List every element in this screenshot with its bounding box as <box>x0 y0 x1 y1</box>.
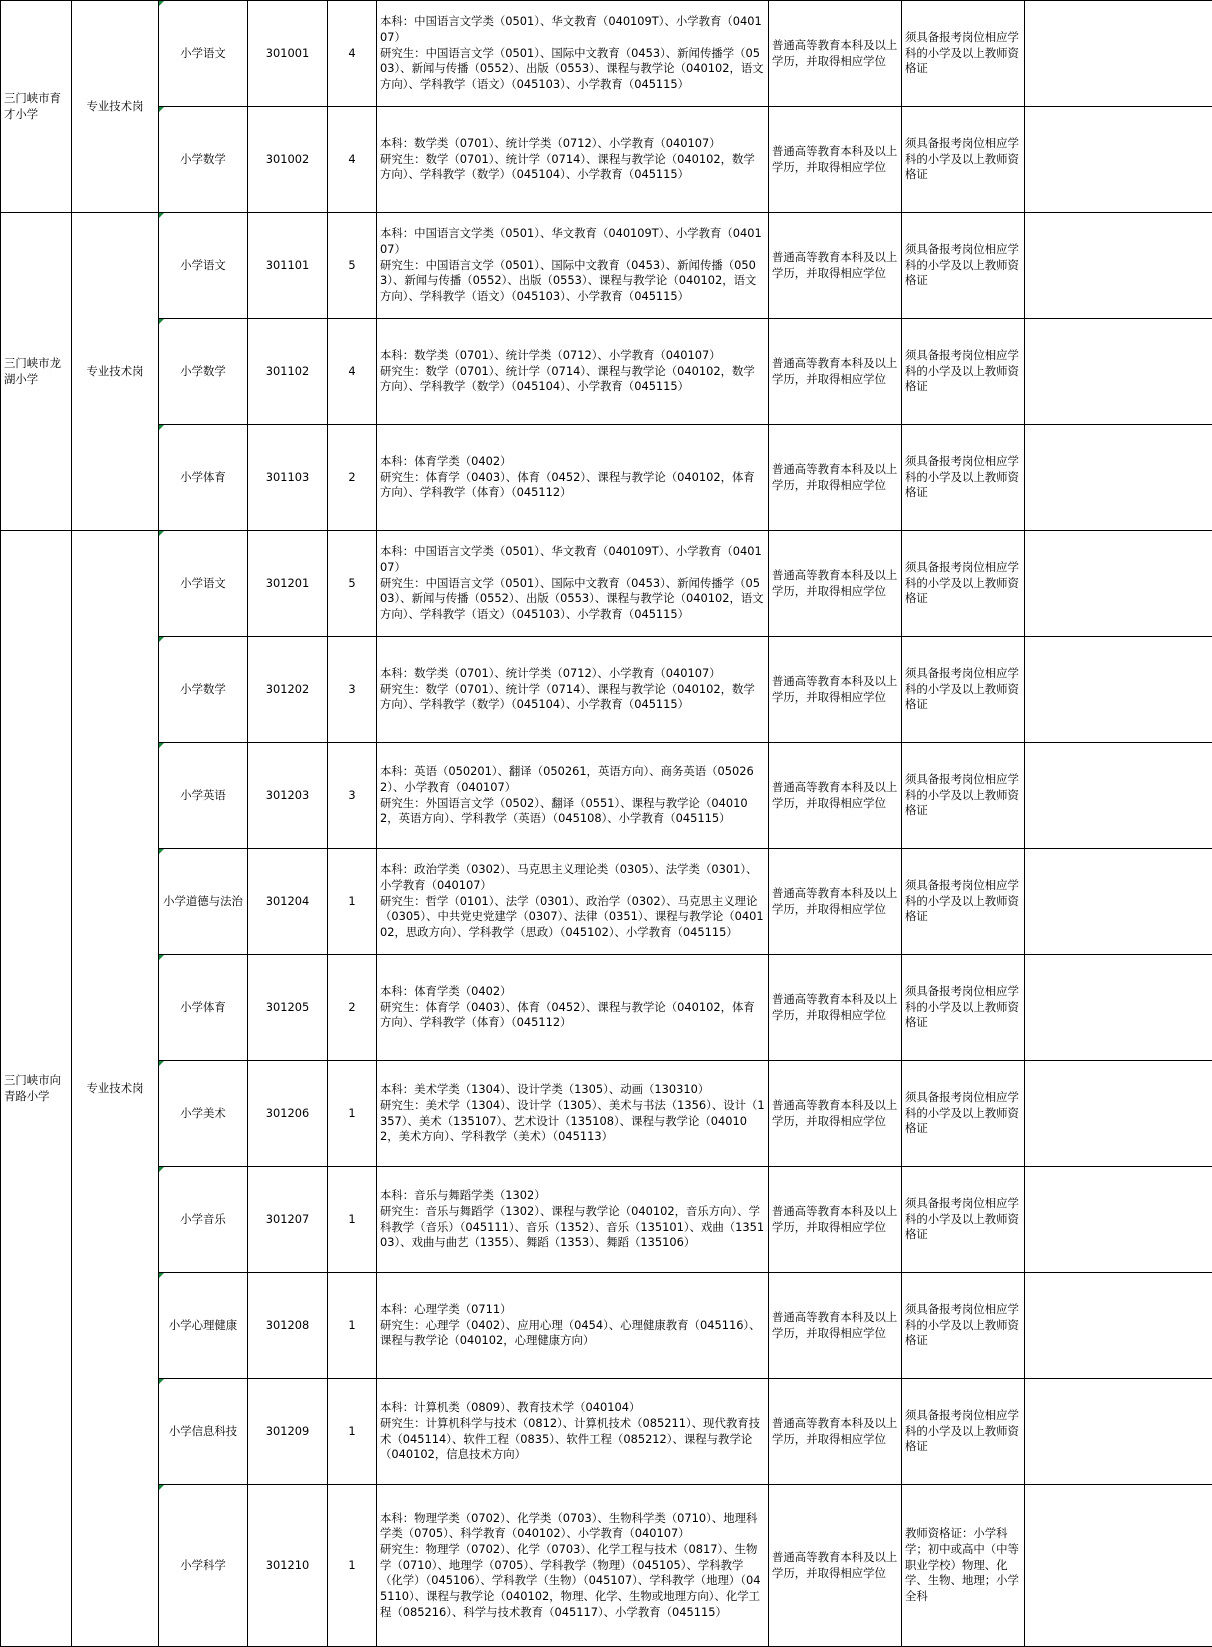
table-row <box>1 955 1212 1061</box>
count-cell: 4 <box>328 107 377 213</box>
note-cell <box>1025 1167 1212 1273</box>
other-requirement-cell: 须具备报考岗位相应学科的小学及以上教师资格证 <box>902 531 1025 637</box>
education-cell: 普通高等教育本科及以上学历，并取得相应学位 <box>769 849 902 955</box>
education-cell: 普通高等教育本科及以上学历，并取得相应学位 <box>769 425 902 531</box>
count-cell: 2 <box>328 425 377 531</box>
count-cell: 5 <box>328 213 377 319</box>
code-cell: 301208 <box>248 1273 328 1379</box>
subject-cell: 小学心理健康 <box>159 1273 248 1379</box>
other-requirement-cell: 须具备报考岗位相应学科的小学及以上教师资格证 <box>902 637 1025 743</box>
note-cell <box>1025 531 1212 637</box>
table-row <box>1 1273 1212 1379</box>
major-cell: 本科：数学类（0701）、统计学类（0712）、小学教育（040107） 研究生：数学（0701）、统计学（0714）、课程与教学论（040102，数学方向）、学科教学（数学）（045104）、小学教育（045115） <box>377 107 769 213</box>
subject-cell: 小学体育 <box>159 425 248 531</box>
other-requirement-cell: 须具备报考岗位相应学科的小学及以上教师资格证 <box>902 1273 1025 1379</box>
code-cell: 301202 <box>248 637 328 743</box>
note-cell <box>1025 955 1212 1061</box>
other-requirement-cell: 须具备报考岗位相应学科的小学及以上教师资格证 <box>902 955 1025 1061</box>
post-type-cell: 专业技术岗 <box>72 531 159 1647</box>
other-requirement-cell: 须具备报考岗位相应学科的小学及以上教师资格证 <box>902 425 1025 531</box>
education-cell: 普通高等教育本科及以上学历，并取得相应学位 <box>769 319 902 425</box>
code-cell: 301001 <box>248 1 328 107</box>
education-cell: 普通高等教育本科及以上学历，并取得相应学位 <box>769 1485 902 1647</box>
count-cell: 1 <box>328 1167 377 1273</box>
subject-cell: 小学信息科技 <box>159 1379 248 1485</box>
major-cell: 本科：美术学类（1304）、设计学类（1305）、动画（130310） 研究生：美术学（1304）、设计学（1305）、美术与书法（1356）、设计（1357）、美术（135107）、艺术设计（135108）、课程与教学论（040102，美术方向）、学科教学（美术）（045113） <box>377 1061 769 1167</box>
table-row <box>1 319 1212 425</box>
table-row <box>1 1485 1212 1647</box>
count-cell: 2 <box>328 955 377 1061</box>
other-requirement-cell: 教师资格证：小学科学；初中或高中（中等职业学校）物理、化学、生物、地理；小学全科 <box>902 1485 1025 1647</box>
major-cell: 本科：体育学类（0402） 研究生：体育学（0403）、体育（0452）、课程与教学论（040102，体育方向）、学科教学（体育）（045112） <box>377 955 769 1061</box>
subject-cell: 小学美术 <box>159 1061 248 1167</box>
code-cell: 301002 <box>248 107 328 213</box>
note-cell <box>1025 637 1212 743</box>
post-type-cell: 专业技术岗 <box>72 1 159 213</box>
table-row <box>1 531 1212 637</box>
major-cell: 本科：体育学类（0402） 研究生：体育学（0403）、体育（0452）、课程与教学论（040102，体育方向）、学科教学（体育）（045112） <box>377 425 769 531</box>
subject-cell: 小学科学 <box>159 1485 248 1647</box>
subject-cell: 小学数学 <box>159 107 248 213</box>
note-cell <box>1025 1273 1212 1379</box>
subject-cell: 小学道德与法治 <box>159 849 248 955</box>
other-requirement-cell: 须具备报考岗位相应学科的小学及以上教师资格证 <box>902 213 1025 319</box>
table-row <box>1 743 1212 849</box>
unit-cell: 三门峡市育才小学 <box>1 1 72 213</box>
code-cell: 301203 <box>248 743 328 849</box>
code-cell: 301210 <box>248 1485 328 1647</box>
note-cell <box>1025 1061 1212 1167</box>
other-requirement-cell: 须具备报考岗位相应学科的小学及以上教师资格证 <box>902 1167 1025 1273</box>
note-cell <box>1025 849 1212 955</box>
major-cell: 本科：中国语言文学类（0501）、华文教育（040109T）、小学教育（040107） 研究生：中国语言文学（0501）、国际中文教育（0453）、新闻传播学（0503）、新闻与传播（0552）、出版（0553）、课程与教学论（040102，语文方向）、学科教学（语文）（045103）、小学教育（045115） <box>377 531 769 637</box>
major-cell: 本科：数学类（0701）、统计学类（0712）、小学教育（040107） 研究生：数学（0701）、统计学（0714）、课程与教学论（040102，数学方向）、学科教学（数学）（045104）、小学教育（045115） <box>377 637 769 743</box>
education-cell: 普通高等教育本科及以上学历，并取得相应学位 <box>769 531 902 637</box>
other-requirement-cell: 须具备报考岗位相应学科的小学及以上教师资格证 <box>902 849 1025 955</box>
subject-cell: 小学语文 <box>159 531 248 637</box>
count-cell: 4 <box>328 319 377 425</box>
code-cell: 301204 <box>248 849 328 955</box>
code-cell: 301205 <box>248 955 328 1061</box>
education-cell: 普通高等教育本科及以上学历，并取得相应学位 <box>769 955 902 1061</box>
note-cell <box>1025 1379 1212 1485</box>
note-cell <box>1025 1485 1212 1647</box>
note-cell <box>1025 743 1212 849</box>
major-cell: 本科：物理学类（0702）、化学类（0703）、生物科学类（0710）、地理科学类（0705）、科学教育（040102）、小学教育（040107） 研究生：物理学（0702）、化学（0703）、化学工程与技术（0817）、生物学（0710）、地理学（0705）、学科教学（物理）（045105）、学科教学（化学）（045106）、学科教学（生物）（045107）、学科教学（地理）（045110）、课程与教学论（040102，物理、化学、生物或地理方向）、化学工程（085216）、科学与技术教育（045117）、小学教育（045115） <box>377 1485 769 1647</box>
subject-cell: 小学数学 <box>159 637 248 743</box>
count-cell: 1 <box>328 1273 377 1379</box>
education-cell: 普通高等教育本科及以上学历，并取得相应学位 <box>769 1273 902 1379</box>
other-requirement-cell: 须具备报考岗位相应学科的小学及以上教师资格证 <box>902 743 1025 849</box>
code-cell: 301206 <box>248 1061 328 1167</box>
other-requirement-cell: 须具备报考岗位相应学科的小学及以上教师资格证 <box>902 1379 1025 1485</box>
count-cell: 1 <box>328 1485 377 1647</box>
table-row <box>1 425 1212 531</box>
subject-cell: 小学音乐 <box>159 1167 248 1273</box>
table-row <box>1 849 1212 955</box>
other-requirement-cell: 须具备报考岗位相应学科的小学及以上教师资格证 <box>902 319 1025 425</box>
subject-cell: 小学语文 <box>159 213 248 319</box>
education-cell: 普通高等教育本科及以上学历，并取得相应学位 <box>769 1061 902 1167</box>
subject-cell: 小学体育 <box>159 955 248 1061</box>
major-cell: 本科：中国语言文学类（0501）、华文教育（040109T）、小学教育（040107） 研究生：中国语言文学（0501）、国际中文教育（0453）、新闻传播学（0503）、新闻与传播（0552）、出版（0553）、课程与教学论（040102，语文方向）、学科教学（语文）（045103）、小学教育（045115） <box>377 1 769 107</box>
note-cell <box>1025 319 1212 425</box>
other-requirement-cell: 须具备报考岗位相应学科的小学及以上教师资格证 <box>902 107 1025 213</box>
other-requirement-cell: 须具备报考岗位相应学科的小学及以上教师资格证 <box>902 1061 1025 1167</box>
major-cell: 本科：音乐与舞蹈学类（1302） 研究生：音乐与舞蹈学（1302）、课程与教学论（040102，音乐方向）、学科教学（音乐）（045111）、音乐（1352）、音乐（135101）、戏曲（135103）、戏曲与曲艺（1355）、舞蹈（1353）、舞蹈（135106） <box>377 1167 769 1273</box>
education-cell: 普通高等教育本科及以上学历，并取得相应学位 <box>769 1 902 107</box>
code-cell: 301207 <box>248 1167 328 1273</box>
major-cell: 本科：中国语言文学类（0501）、华文教育（040109T）、小学教育（040107） 研究生：中国语言文学（0501）、国际中文教育（0453）、新闻传播（0503）、新闻与传播（0552）、出版（0553）、课程与教学论（040102，语文方向）、学科教学（语文）（045103）、小学教育（045115） <box>377 213 769 319</box>
subject-cell: 小学数学 <box>159 319 248 425</box>
unit-cell: 三门峡市向青路小学 <box>1 531 72 1647</box>
subject-cell: 小学英语 <box>159 743 248 849</box>
table-row <box>1 1167 1212 1273</box>
major-cell: 本科：计算机类（0809）、教育技术学（040104） 研究生：计算机科学与技术（0812）、计算机技术（085211）、现代教育技术（045114）、软件工程（0835）、软件工程（085212）、课程与教学论（040102，信息技术方向） <box>377 1379 769 1485</box>
count-cell: 3 <box>328 637 377 743</box>
education-cell: 普通高等教育本科及以上学历，并取得相应学位 <box>769 637 902 743</box>
code-cell: 301102 <box>248 319 328 425</box>
major-cell: 本科：心理学类（0711） 研究生：心理学（0402）、应用心理（0454）、心理健康教育（045116）、课程与教学论（040102，心理健康方向） <box>377 1273 769 1379</box>
table-row <box>1 1 1212 107</box>
table-row <box>1 1061 1212 1167</box>
major-cell: 本科：英语（050201）、翻译（050261，英语方向）、商务英语（050262）、小学教育（040107） 研究生：外国语言文学（0502）、翻译（0551）、课程与教学论（040102，英语方向）、学科教学（英语）（045108）、小学教育（045115） <box>377 743 769 849</box>
major-cell: 本科：数学类（0701）、统计学类（0712）、小学教育（040107） 研究生：数学（0701）、统计学（0714）、课程与教学论（040102，数学方向）、学科教学（数学）（045104）、小学教育（045115） <box>377 319 769 425</box>
table-row <box>1 107 1212 213</box>
major-cell: 本科：政治学类（0302）、马克思主义理论类（0305）、法学类（0301）、小学教育（040107） 研究生：哲学（0101）、法学（0301）、政治学（0302）、马克思主义理论（0305）、中共党史党建学（0307）、法律（0351）、课程与教学论（040102，思政方向）、学科教学（思政）（045102）、小学教育（045115） <box>377 849 769 955</box>
code-cell: 301201 <box>248 531 328 637</box>
count-cell: 4 <box>328 1 377 107</box>
education-cell: 普通高等教育本科及以上学历，并取得相应学位 <box>769 1167 902 1273</box>
unit-cell: 三门峡市龙湖小学 <box>1 213 72 531</box>
count-cell: 5 <box>328 531 377 637</box>
code-cell: 301209 <box>248 1379 328 1485</box>
note-cell <box>1025 425 1212 531</box>
table-row <box>1 637 1212 743</box>
education-cell: 普通高等教育本科及以上学历，并取得相应学位 <box>769 1379 902 1485</box>
table-row <box>1 213 1212 319</box>
education-cell: 普通高等教育本科及以上学历，并取得相应学位 <box>769 743 902 849</box>
note-cell <box>1025 107 1212 213</box>
education-cell: 普通高等教育本科及以上学历，并取得相应学位 <box>769 107 902 213</box>
count-cell: 1 <box>328 849 377 955</box>
count-cell: 1 <box>328 1061 377 1167</box>
note-cell <box>1025 1 1212 107</box>
code-cell: 301103 <box>248 425 328 531</box>
post-type-cell: 专业技术岗 <box>72 213 159 531</box>
other-requirement-cell: 须具备报考岗位相应学科的小学及以上教师资格证 <box>902 1 1025 107</box>
education-cell: 普通高等教育本科及以上学历，并取得相应学位 <box>769 213 902 319</box>
code-cell: 301101 <box>248 213 328 319</box>
count-cell: 1 <box>328 1379 377 1485</box>
subject-cell: 小学语文 <box>159 1 248 107</box>
count-cell: 3 <box>328 743 377 849</box>
table-row <box>1 1379 1212 1485</box>
note-cell <box>1025 213 1212 319</box>
